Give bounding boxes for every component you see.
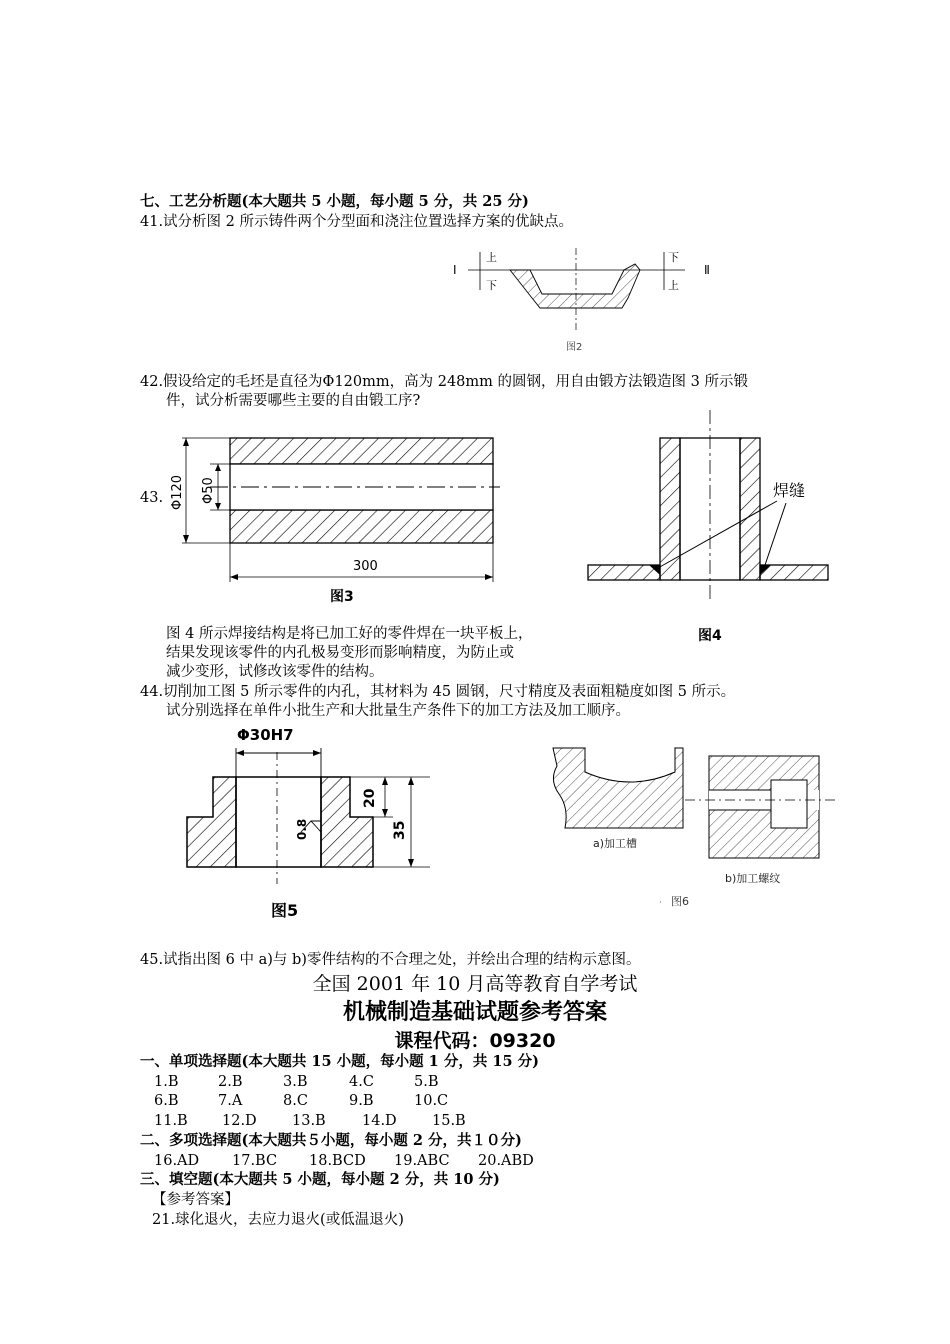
answer-8: 8.C	[283, 1093, 308, 1109]
answer-title-course-code: 课程代码：09320	[394, 1030, 556, 1052]
fig2-down-right: 下	[668, 251, 679, 264]
q43-line3: 减少变形，试修改该零件的结构。	[166, 664, 384, 680]
q45-text: 45.试指出图 6 中 a)与 b)零件结构的不合理之处，并绘出合理的结构示意图。	[140, 952, 641, 968]
fig6-caption: 图6	[671, 895, 689, 908]
q43-line1: 图 4 所示焊接结构是将已加工好的零件焊在一块平板上，	[166, 626, 533, 642]
answer-11: 11.B	[154, 1113, 188, 1129]
answer-18: 18.BCD	[309, 1153, 366, 1169]
q43-line2: 结果发现该零件的内孔极易变形而影响精度，为防止或	[166, 645, 514, 661]
answer-4: 4.C	[349, 1074, 374, 1090]
fig2-roman-1: I	[453, 263, 457, 277]
fig2-up-right: 上	[668, 279, 679, 292]
figure-6-structures	[545, 742, 840, 914]
fig3-dim-inner: Φ50	[201, 477, 216, 504]
q44-line1: 44.切削加工图 5 所示零件的内孔，其材料为 45 圆钢，尺寸精度及表面粗糙度如图 5 所示。	[140, 684, 736, 700]
figure-2-casting	[450, 246, 720, 358]
answer-1: 1.B	[154, 1074, 179, 1090]
answer-14: 14.D	[362, 1113, 397, 1129]
figure-3-forging	[160, 430, 505, 610]
reference-answer-label: 【参考答案】	[152, 1192, 239, 1208]
fig3-dim-outer: Φ120	[170, 474, 185, 510]
q43-number: 43.	[140, 490, 164, 506]
answer-13: 13.B	[292, 1113, 326, 1129]
answer-15: 15.B	[432, 1113, 466, 1129]
fig3-caption: 图3	[330, 589, 354, 605]
section3-heading: 三、填空题(本大题共 5 小题，每小题 2 分，共 10 分)	[140, 1171, 500, 1188]
answer-9: 9.B	[349, 1093, 374, 1109]
answer-10: 10.C	[414, 1093, 449, 1109]
answer-19: 19.ABC	[394, 1153, 450, 1169]
fig2-down-left: 下	[486, 279, 497, 292]
fig5-caption: 图5	[271, 901, 299, 920]
section1-heading: 一、单项选择题(本大题共 15 小题，每小题 1 分，共 15 分)	[140, 1053, 539, 1070]
fig4-weld-label: 焊缝	[773, 481, 806, 500]
answer-title-exam: 全国 2001 年 10 月高等教育自学考试	[312, 973, 638, 995]
answer-12: 12.D	[222, 1113, 257, 1129]
answer-17: 17.BC	[232, 1153, 278, 1169]
fig6-dot: ·	[659, 898, 662, 908]
figure-4-welded-part	[586, 410, 834, 645]
answer-6: 6.B	[154, 1093, 179, 1109]
answer-5: 5.B	[414, 1074, 439, 1090]
section2-heading: 二、多项选择题(本大题共５小题，每小题 2 分，共１０分)	[140, 1132, 522, 1149]
answer-3: 3.B	[283, 1074, 308, 1090]
answer-7: 7.A	[218, 1093, 243, 1109]
q42-line1: 42.假设给定的毛坯是直径为Φ120mm，高为 248mm 的圆钢，用自由锻方法锻造图 3 所示锻	[140, 374, 748, 390]
fig2-up-left: 上	[486, 251, 497, 264]
answer-16: 16.AD	[154, 1153, 200, 1169]
fig5-dim-20: 20	[362, 788, 378, 808]
fig6-label-a: a)加工槽	[593, 837, 638, 850]
answer-20: 20.ABD	[478, 1153, 534, 1169]
q41-text: 41.试分析图 2 所示铸件两个分型面和浇注位置选择方案的优缺点。	[140, 214, 574, 230]
answer-2: 2.B	[218, 1074, 243, 1090]
figure-5-bore-part	[185, 722, 435, 927]
fig5-roughness: 0.8	[295, 818, 309, 840]
fig6-label-b: b)加工螺纹	[725, 872, 781, 885]
answer-21: 21.球化退火，去应力退火(或低温退火)	[152, 1212, 404, 1228]
fig4-caption: 图4	[698, 628, 722, 644]
answer-title-main: 机械制造基础试题参考答案	[342, 1000, 607, 1025]
fig5-dim-bore: Φ30H7	[237, 726, 294, 744]
section7-heading: 七、工艺分析题(本大题共 5 小题，每小题 5 分，共 25 分)	[140, 193, 529, 210]
q44-line2: 试分别选择在单件小批生产和大批量生产条件下的加工方法及加工顺序。	[166, 703, 630, 719]
q42-line2: 件，试分析需要哪些主要的自由锻工序?	[166, 393, 421, 409]
fig3-dim-length: 300	[353, 559, 378, 574]
fig2-caption: 图2	[566, 342, 583, 353]
fig5-dim-35: 35	[392, 820, 408, 840]
fig2-roman-2: Ⅱ	[704, 263, 710, 277]
